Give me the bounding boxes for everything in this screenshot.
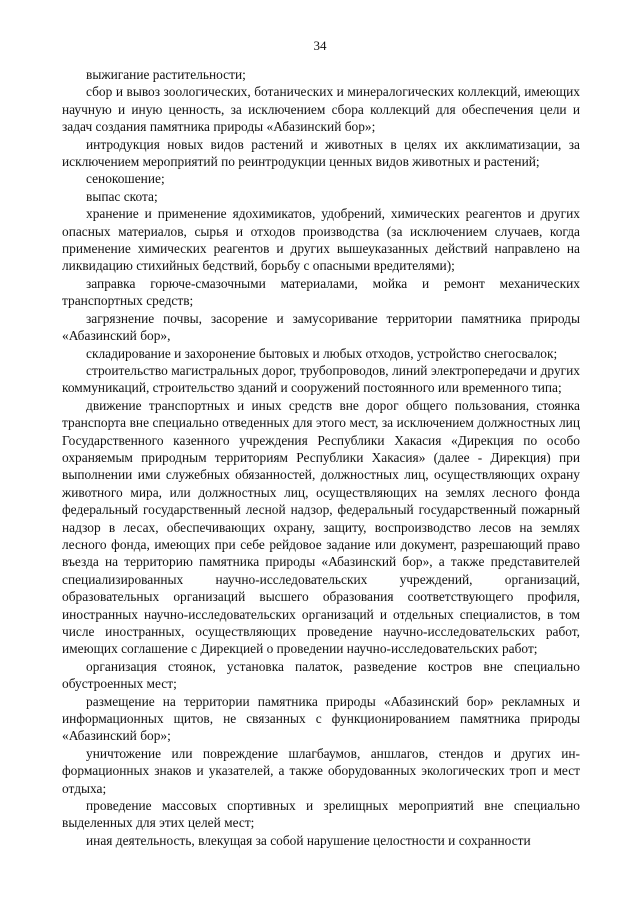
paragraph-other-activity: иная деятельность, влекущая за собой нарушение целостности и сохранности xyxy=(86,832,531,848)
paragraph-sign-damage: уничтожение или повреждение шлагбаумов, аншлагов, стендов и других информационных знаков и указателей, а также оборудованных экологических троп и мест отдыха; xyxy=(62,745,580,796)
paragraph-advertising: размещение на территории памятника природы «Абазинский бор» рекламных и информационных щитов, не связанных с функционированием памятника природы «Абазинский бор»; xyxy=(62,693,580,744)
paragraph-species-introduction: интродукция новых видов растений и животных в целях их акклиматизации, за исключением мероприятий по реинтродукции ценных видов животных и растений; xyxy=(62,136,580,170)
paragraph-chemicals-storage: хранение и применение ядохимикатов, удобрений, химических реагентов и других опасных материалов, сырья и отходов производства (за исключением случаев, когда применение химических реагентов и других вышеуказанных действий направлено на ликвидацию стихийных бедствий, борьбу с опасными вредителями); xyxy=(62,206,580,274)
paragraph-haymaking: сенокошение; xyxy=(86,171,165,187)
document-body xyxy=(62,66,580,849)
paragraph-vehicle-movement: движение транспортных и иных средств вне дорог общего пользования, стоянка транспорта вне специально отведенных для этого мест, за исключением должностных лиц Государственного казенного учреждения Республики Хакасия «Дирекция по особо охраняемым природным территориям Республики Хакасия» (далее - Дирекция) при выполнении ими служебных обязанностей, должностных лиц, осуществляющих охрану животного мира, или должностных лиц, осуществляющих на землях лесного фонда федеральный государственный лесной надзор, федеральный государственный пожарный надзор в лесах, обеспечивающих охрану, защиту, воспроизводство лесов на землях лесного фонда, имеющих при себе рейдовое задание или документ, разрешающий право въезда на территорию памятника природы «Абазинский бор», а также представителей специализированных научно-исследовательских учреждений, организаций, образовательных организаций высшего образования соответствующего профиля, иностранных научно-исследовательских организаций и отдельных специалистов, в том числе иностранных, осуществляющих проведение научно-исследовательских работ, имеющих соглашение с Дирекцией о проведении научно-исследовательских работ; xyxy=(62,397,580,657)
paragraph-grazing: выпас скота; xyxy=(86,188,158,204)
paragraph-collection-removal: сбор и вывоз зоологических, ботанических и минералогических коллекций, имеющих научную и иную ценность, за исключением сбора коллекций для обеспечения цели и задач создания памятника природы «Абазинский бор»; xyxy=(62,84,580,135)
page-number: 34 xyxy=(313,38,327,53)
paragraph-mass-events: проведение массовых спортивных и зрелищных мероприятий вне специально выделенных для этих целей мест; xyxy=(62,798,580,831)
paragraph-construction: строительство магистральных дорог, трубопроводов, линий электропередачи и других коммуникаций, строительство зданий и сооружений постоянного или временного типа; xyxy=(62,362,580,396)
paragraph-soil-pollution: загрязнение почвы, засорение и замусоривание территории памятника природы «Абазинский бор», xyxy=(62,310,580,344)
paragraph-waste-disposal: складирование и захоронение бытовых и любых отходов, устройство снегосвалок; xyxy=(86,345,558,361)
paragraph-refueling: заправка горюче-смазочными материалами, мойка и ремонт механических транспортных средств; xyxy=(62,275,580,309)
paragraph-camping: организация стоянок, установка палаток, разведение костров вне специально обустроенных мест; xyxy=(62,658,580,692)
paragraph-burning-vegetation: выжигание растительности; xyxy=(86,67,246,82)
